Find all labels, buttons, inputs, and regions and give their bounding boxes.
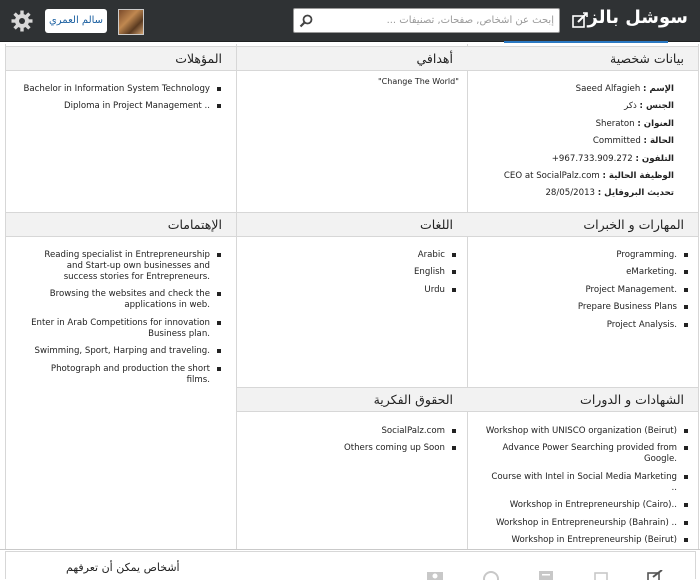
list-item: Workshop in Entrepreneurship (Bahrain) ..	[485, 518, 690, 529]
list-item: eMarketing.	[490, 267, 690, 278]
list-item: Bachelor in Information System Technology	[13, 84, 223, 95]
list-item: Browsing the websites and check the applications in web.	[31, 289, 223, 311]
divider	[0, 549, 700, 550]
settings-gear-icon[interactable]	[11, 10, 33, 32]
panel-header-personal	[467, 46, 698, 71]
panel-header-ip	[237, 387, 467, 412]
panel-header-certificates	[467, 387, 698, 412]
search-input[interactable]	[318, 9, 554, 32]
list-item: Workshop with UNISCO organization (Beirut)	[485, 426, 690, 437]
interests-title: الإهتمامات	[167, 217, 222, 232]
list-item: Reading specialist in Entrepreneurship and Start-up own businesses and success stories for Entrepreneurs.	[31, 250, 223, 283]
panel-header-languages	[237, 212, 467, 237]
profile-grid	[5, 44, 699, 549]
ip-list	[258, 426, 458, 461]
goals-title: أهدافي	[416, 51, 453, 66]
list-item: Urdu	[258, 285, 458, 296]
list-item: Course with Intel in Social Media Marketing ..	[485, 472, 690, 494]
top-bar	[0, 0, 700, 42]
goals-text: "Change The World"	[378, 77, 459, 86]
search-box[interactable]	[293, 8, 560, 33]
active-tab-indicator	[504, 41, 668, 43]
divider	[236, 212, 237, 549]
panel-header-goals	[237, 46, 467, 71]
list-item: SocialPalz.com	[258, 426, 458, 437]
interests-list	[31, 250, 223, 392]
personal-title: بيانات شخصية	[610, 51, 684, 66]
list-item: English	[258, 267, 458, 278]
languages-title: اللغات	[419, 217, 453, 232]
list-item: Photograph and production the short films.	[31, 364, 223, 386]
list-item: Workshop in Entrepreneurship (Cairo)..	[485, 500, 690, 511]
skills-list	[490, 250, 690, 337]
list-item: Others coming up Soon	[258, 443, 458, 454]
list-item: الوظيفة الحالية : CEO at SocialPalz.com	[503, 170, 674, 181]
list-item: Diploma in Project Management ..	[13, 101, 223, 112]
user-name-button[interactable]: سالم العمري	[45, 9, 107, 33]
list-item: Project Analysis.	[490, 320, 690, 331]
divider	[467, 44, 468, 549]
brand-logo[interactable]: سوشل بالز	[587, 7, 688, 28]
list-item: الحالة : Committed	[592, 136, 674, 147]
list-item: Workshop in Entrepreneurship (Beirut)	[485, 535, 690, 546]
list-item: Swimming, Sport, Harping and traveling.	[31, 346, 223, 357]
skills-title: المهارات و الخبرات	[583, 217, 684, 232]
list-item: Arabic	[258, 250, 458, 261]
panel-header-skills	[467, 212, 698, 237]
avatar[interactable]	[118, 9, 144, 35]
list-item: التلفون : 967.733.909.272+	[551, 153, 674, 164]
qualifications-list	[13, 84, 223, 119]
list-item: الإسم : Saeed Alfagieh	[575, 84, 674, 94]
list-item: العنوان : Sheraton	[595, 118, 674, 129]
panel-header-qualifications	[6, 46, 236, 71]
list-item: Advance Power Searching provided from Google.	[485, 443, 690, 465]
list-item: تحديث البروفايل : 28/05/2013	[545, 188, 674, 199]
compose-icon[interactable]	[571, 11, 589, 29]
certificates-list	[485, 426, 690, 552]
list-item: Prepare Business Plans	[490, 302, 690, 313]
personal-info-list	[490, 84, 690, 206]
search-icon[interactable]	[299, 14, 313, 28]
list-item: Project Management.	[490, 285, 690, 296]
languages-list	[258, 250, 458, 302]
panel-header-interests	[6, 212, 236, 237]
certificates-title: الشهادات و الدورات	[580, 392, 684, 407]
people-you-may-know-title: أشخاص يمكن أن تعرفهم	[66, 561, 180, 574]
qualifications-title: المؤهلات	[175, 51, 222, 66]
ip-title: الحقوق الفكرية	[373, 392, 453, 407]
list-item: الجنس : ذكر	[624, 101, 674, 112]
list-item: Programming.	[490, 250, 690, 261]
list-item: Enter in Arab Competitions for innovation Business plan.	[31, 318, 223, 340]
